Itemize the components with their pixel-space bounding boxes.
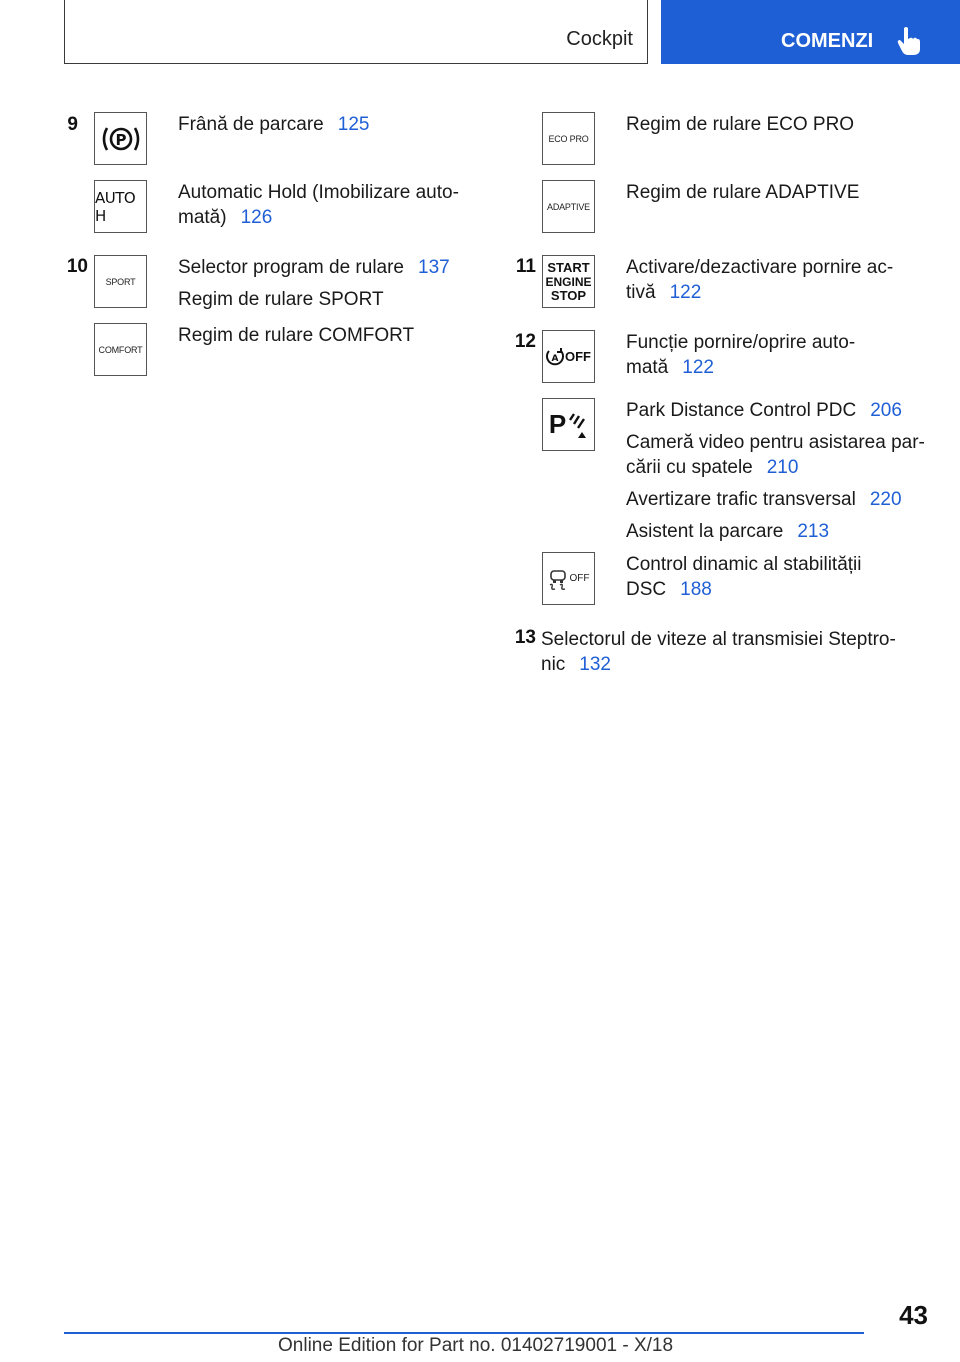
entry-steptronic-selector: Selectorul de viteze al transmisiei Steptro- nic 132 (541, 629, 896, 675)
entry-drive-selector: Selector program de rulare 137 Regim de rulare SPORT (178, 257, 450, 310)
entry-start-stop: Activare/dezactivare pornire ac- tivă 122 (626, 257, 894, 303)
item-number-12: 12 (514, 331, 536, 352)
parking-brake-icon (94, 112, 147, 165)
eco-pro-icon: ECO PRO (542, 112, 595, 165)
footer-divider (64, 1332, 864, 1334)
entry-auto-hold: Automatic Hold (Imobilizare auto- mată) 126 (178, 182, 459, 228)
entry-adaptive-mode: Regim de rulare ADAPTIVE (626, 182, 860, 203)
entry-eco-pro: Regim de rulare ECO PRO (626, 114, 855, 135)
start-stop-button-icon: START ENGINE STOP (542, 255, 595, 308)
svg-text:P: P (115, 130, 126, 149)
parking-assist-icon: P (542, 398, 595, 451)
page-ref-link[interactable]: 132 (579, 654, 611, 675)
page-ref-link[interactable]: 137 (418, 257, 450, 278)
footer-edition: Online Edition for Part no. 01402719001 - X/18 (278, 1335, 674, 1356)
auto-start-stop-off-icon: A OFF (542, 330, 595, 383)
section-title: COMENZI (781, 30, 874, 52)
entry-dynamic-stability-control: Control dinamic al stabilității DSC 188 (626, 554, 862, 600)
dsc-off-icon: OFF (542, 552, 595, 605)
page-ref-link[interactable]: 122 (669, 282, 702, 303)
sport-mode-icon: SPORT (94, 255, 147, 308)
comfort-mode-icon: COMFORT (94, 323, 147, 376)
item-number-13: 13 (514, 627, 536, 648)
header-title-box (64, 0, 648, 64)
section-tab[interactable] (661, 0, 960, 64)
adaptive-mode-icon: ADAPTIVE (542, 180, 595, 233)
entry-auto-start-stop: Funcție pornire/oprire auto- mată 122 (626, 332, 856, 378)
page-ref-link[interactable]: 213 (797, 521, 830, 542)
item-number-10: 10 (66, 256, 88, 277)
page-ref-link[interactable]: 220 (869, 489, 902, 510)
page-ref-link[interactable]: 206 (870, 400, 902, 421)
pointing-hand-icon (897, 26, 921, 56)
auto-hold-icon: AUTO H (94, 180, 147, 233)
page-ref-link[interactable]: 125 (337, 114, 370, 135)
item-number-9: 9 (67, 114, 78, 135)
page-ref-link[interactable]: 122 (682, 357, 714, 378)
page-number: 43 (899, 1300, 928, 1330)
svg-text:A: A (551, 353, 559, 364)
entry-parking-brake: Frână de parcare 125 (178, 114, 370, 135)
entry-park-distance-control: Park Distance Control PDC 206 Cameră video pentru asistarea par- cării cu spatele 210 Avertizare trafic transversal 220 Asistent la parcare 213 (626, 400, 925, 542)
item-number-11: 11 (515, 256, 536, 277)
chapter-title: Cockpit (566, 28, 633, 50)
page-ref-link[interactable]: 126 (240, 207, 273, 228)
entry-comfort-mode: Regim de rulare COMFORT (178, 325, 415, 346)
page-ref-link[interactable]: 188 (680, 579, 712, 600)
page-ref-link[interactable]: 210 (766, 457, 799, 478)
